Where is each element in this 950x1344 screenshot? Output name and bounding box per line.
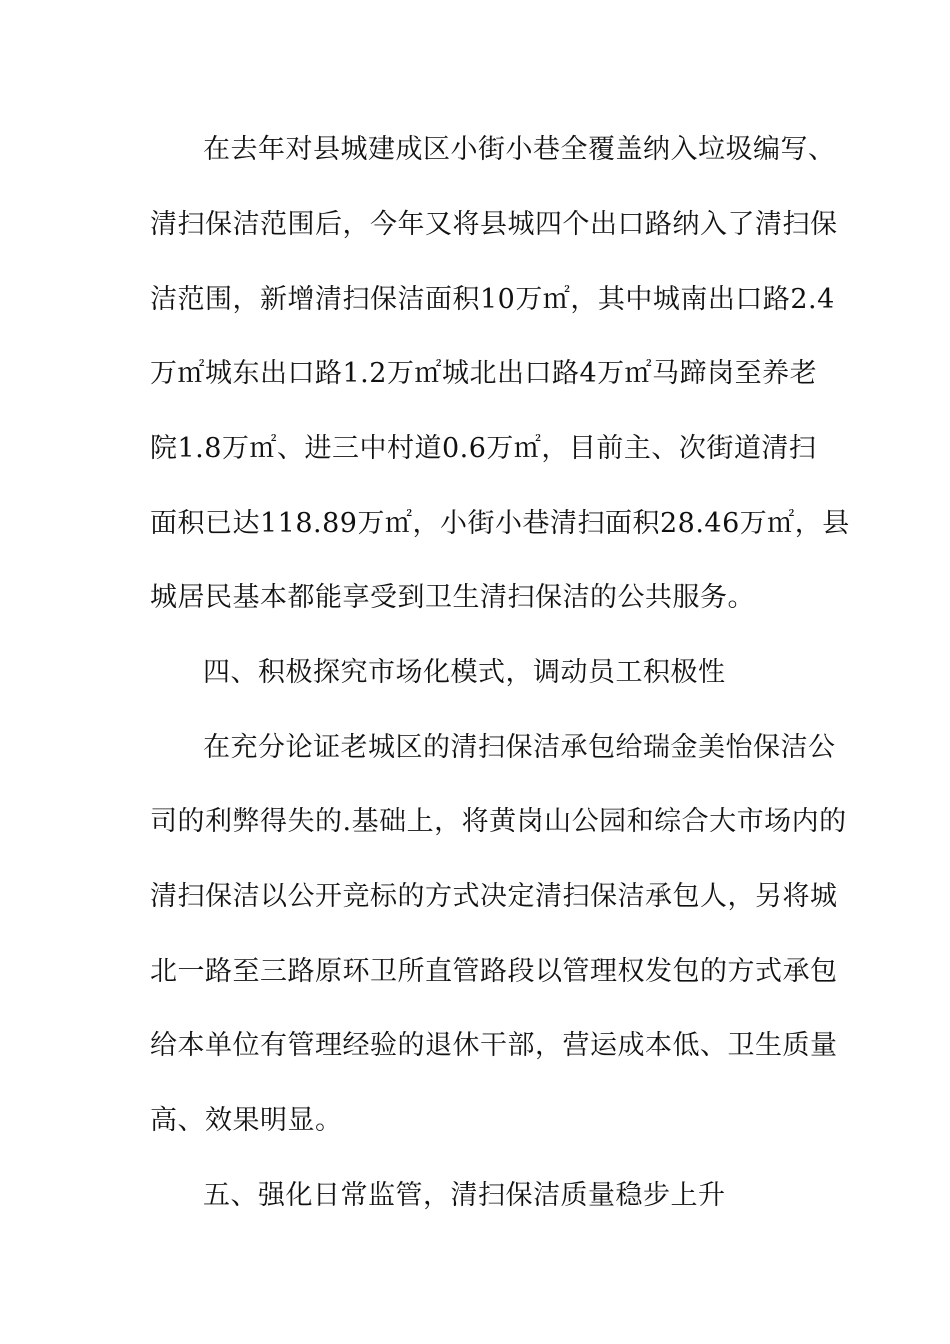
paragraph-1-line-5: 院1.8万㎡、进三中村道0.6万㎡，目前主、次街道清扫 — [150, 433, 817, 464]
paragraph-2-line-6: 高、效果明显。 — [150, 1105, 343, 1136]
paragraph-1-line-2: 清扫保洁范围后，今年又将县城四个出口路纳入了清扫保 — [150, 209, 838, 240]
paragraph-2-line-1: 在充分论证老城区的清扫保洁承包给瑞金美怡保洁公 — [203, 732, 836, 763]
paragraph-1-line-6: 面积已达118.89万㎡，小街小巷清扫面积28.46万㎡，县 — [150, 508, 850, 539]
paragraph-2-line-5: 给本单位有管理经验的退休干部，营运成本低、卫生质量 — [150, 1030, 838, 1061]
paragraph-2-line-3: 清扫保洁以公开竞标的方式决定清扫保洁承包人，另将城 — [150, 881, 838, 912]
paragraph-1-line-3: 洁范围，新增清扫保洁面积10万㎡，其中城南出口路2.4 — [150, 284, 835, 315]
paragraph-1-line-7: 城居民基本都能享受到卫生清扫保洁的公共服务。 — [150, 582, 755, 613]
paragraph-2-line-4: 北一路至三路原环卫所直管路段以管理权发包的方式承包 — [150, 956, 838, 987]
section-heading-4: 四、积极探究市场化模式，调动员工积极性 — [203, 657, 726, 688]
section-heading-5: 五、强化日常监管，清扫保洁质量稳步上升 — [203, 1180, 726, 1211]
paragraph-2-line-2: 司的利弊得失的.基础上，将黄岗山公园和综合大市场内的 — [150, 806, 847, 837]
paragraph-1-line-4: 万㎡城东出口路1.2万㎡城北出口路4万㎡马蹄岗至养老 — [150, 358, 818, 389]
paragraph-1-line-1: 在去年对县城建成区小街小巷全覆盖纳入垃圾编写、 — [203, 134, 836, 165]
